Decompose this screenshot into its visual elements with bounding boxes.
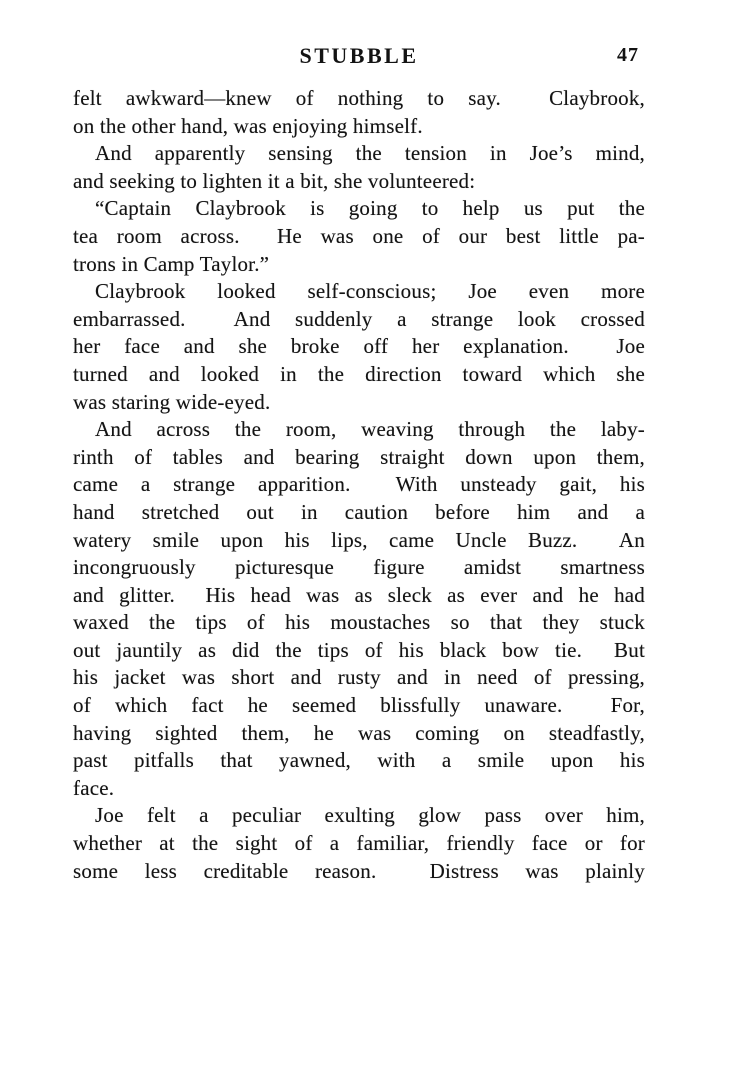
text-line: rinth of tables and bearing straight down upon them, (73, 444, 645, 469)
page-header (73, 43, 645, 71)
text-line: incongruously picturesque figure amidst smartness (73, 555, 645, 580)
text-line: watery smile upon his lips, came Uncle Buzz. An (73, 527, 645, 552)
text-line: his jacket was short and rusty and in need of pressing, (73, 665, 645, 690)
text-line: having sighted them, he was coming on steadfastly, (73, 720, 645, 745)
text-line: was staring wide-eyed. (73, 389, 271, 414)
text-line: out jauntily as did the tips of his black bow tie. But (73, 637, 645, 662)
text-line: felt awkward—knew of nothing to say. Claybrook, (73, 86, 645, 110)
text-line: And apparently sensing the tension in Joe’s mind, (95, 141, 645, 166)
text-line: and glitter. His head was as sleck as ever and he had (73, 582, 645, 607)
text-line: tea room across. He was one of our best little pa- (73, 223, 645, 248)
text-line: And across the room, weaving through the laby- (95, 417, 645, 442)
text-line: on the other hand, was enjoying himself. (73, 113, 423, 138)
text-line: Joe felt a peculiar exulting glow pass over him, (95, 803, 645, 828)
body-text (73, 85, 645, 885)
text-line: trons in Camp Taylor.” (73, 251, 270, 276)
text-line: past pitfalls that yawned, with a smile upon his (73, 748, 645, 773)
text-line: hand stretched out in caution before him and a (73, 499, 645, 524)
text-line: turned and looked in the direction toward which she (73, 361, 645, 386)
running-title: STUBBLE (299, 43, 419, 68)
text-line: whether at the sight of a familiar, friendly face or for (73, 831, 645, 856)
text-line: and seeking to lighten it a bit, she volunteered: (73, 168, 476, 193)
text-line: embarrassed. And suddenly a strange look crossed (73, 306, 645, 331)
text-line: face. (73, 775, 115, 800)
text-line: Claybrook looked self-conscious; Joe even more (95, 279, 645, 304)
text-line: some less creditable reason. Distress was plainly (73, 858, 645, 883)
text-line: came a strange apparition. With unsteady gait, his (73, 472, 645, 497)
text-line: her face and she broke off her explanation. Joe (73, 334, 645, 359)
page-number: 47 (617, 44, 639, 66)
text-line: waxed the tips of his moustaches so that they stuck (73, 610, 645, 635)
text-line: “Captain Claybrook is going to help us put the (95, 196, 645, 221)
text-line: of which fact he seemed blissfully unaware. For, (73, 693, 645, 718)
